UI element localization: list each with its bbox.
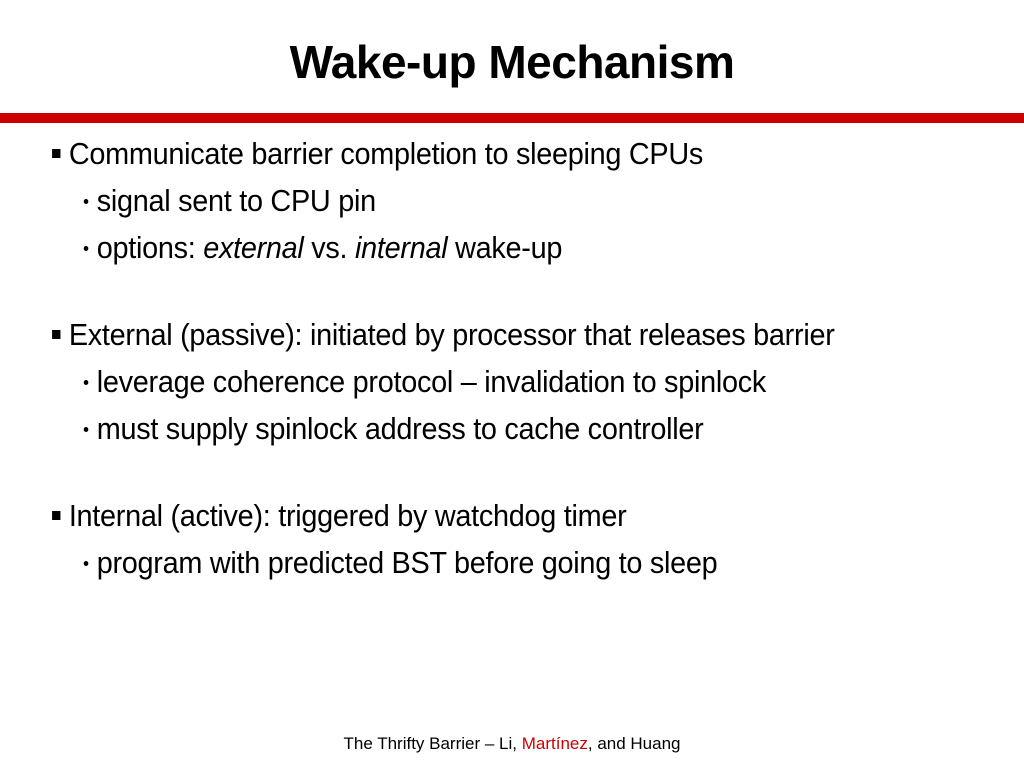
- square-bullet-icon: [52, 330, 60, 339]
- footer-prefix: The Thrifty Barrier – Li,: [343, 734, 522, 753]
- dot-bullet-icon: [84, 427, 89, 432]
- bullet-group: [0, 130, 1024, 271]
- slide-title: Wake-up Mechanism: [289, 36, 735, 88]
- sub-bullet-text: signal sent to CPU pin: [96, 183, 376, 218]
- dot-bullet-icon: [84, 380, 89, 385]
- dot-bullet-icon: [84, 199, 89, 204]
- bullet-item: [0, 492, 952, 539]
- emphasis-external: external: [203, 230, 304, 265]
- bullet-item: [0, 311, 952, 358]
- square-bullet-icon: [52, 511, 60, 520]
- sub-bullet-text: [97, 224, 562, 271]
- sub-bullet-item: [0, 358, 952, 405]
- title-divider: [0, 113, 1024, 123]
- emphasis-internal: internal: [355, 230, 448, 265]
- footer-suffix: , and Huang: [587, 734, 681, 753]
- bullet-text: Communicate barrier completion to sleeping CPUs: [68, 136, 704, 171]
- sub-bullet-text: leverage coherence protocol – invalidation to spinlock: [96, 364, 767, 399]
- slide-footer: [0, 731, 1024, 757]
- bullet-list: [0, 130, 1024, 626]
- dot-bullet-icon: [84, 246, 89, 251]
- text-mid: vs.: [303, 230, 356, 265]
- bullet-group: [0, 311, 1024, 452]
- text-prefix: options:: [96, 230, 204, 265]
- square-bullet-icon: [52, 149, 60, 158]
- sub-bullet-item: [0, 224, 952, 271]
- footer-author-highlight: Martínez: [521, 734, 588, 753]
- bullet-group: [0, 492, 1024, 586]
- sub-bullet-item: [0, 539, 952, 586]
- sub-bullet-text: program with predicted BST before going to sleep: [96, 545, 718, 580]
- sub-bullet-text: must supply spinlock address to cache controller: [96, 411, 704, 446]
- sub-bullet-item: [0, 177, 952, 224]
- bullet-item: [0, 130, 952, 177]
- sub-bullet-item: [0, 405, 952, 452]
- bullet-text: External (passive): initiated by processor that releases barrier: [68, 317, 835, 352]
- text-suffix: wake-up: [447, 230, 563, 265]
- bullet-text: Internal (active): triggered by watchdog timer: [68, 498, 627, 533]
- dot-bullet-icon: [84, 561, 89, 566]
